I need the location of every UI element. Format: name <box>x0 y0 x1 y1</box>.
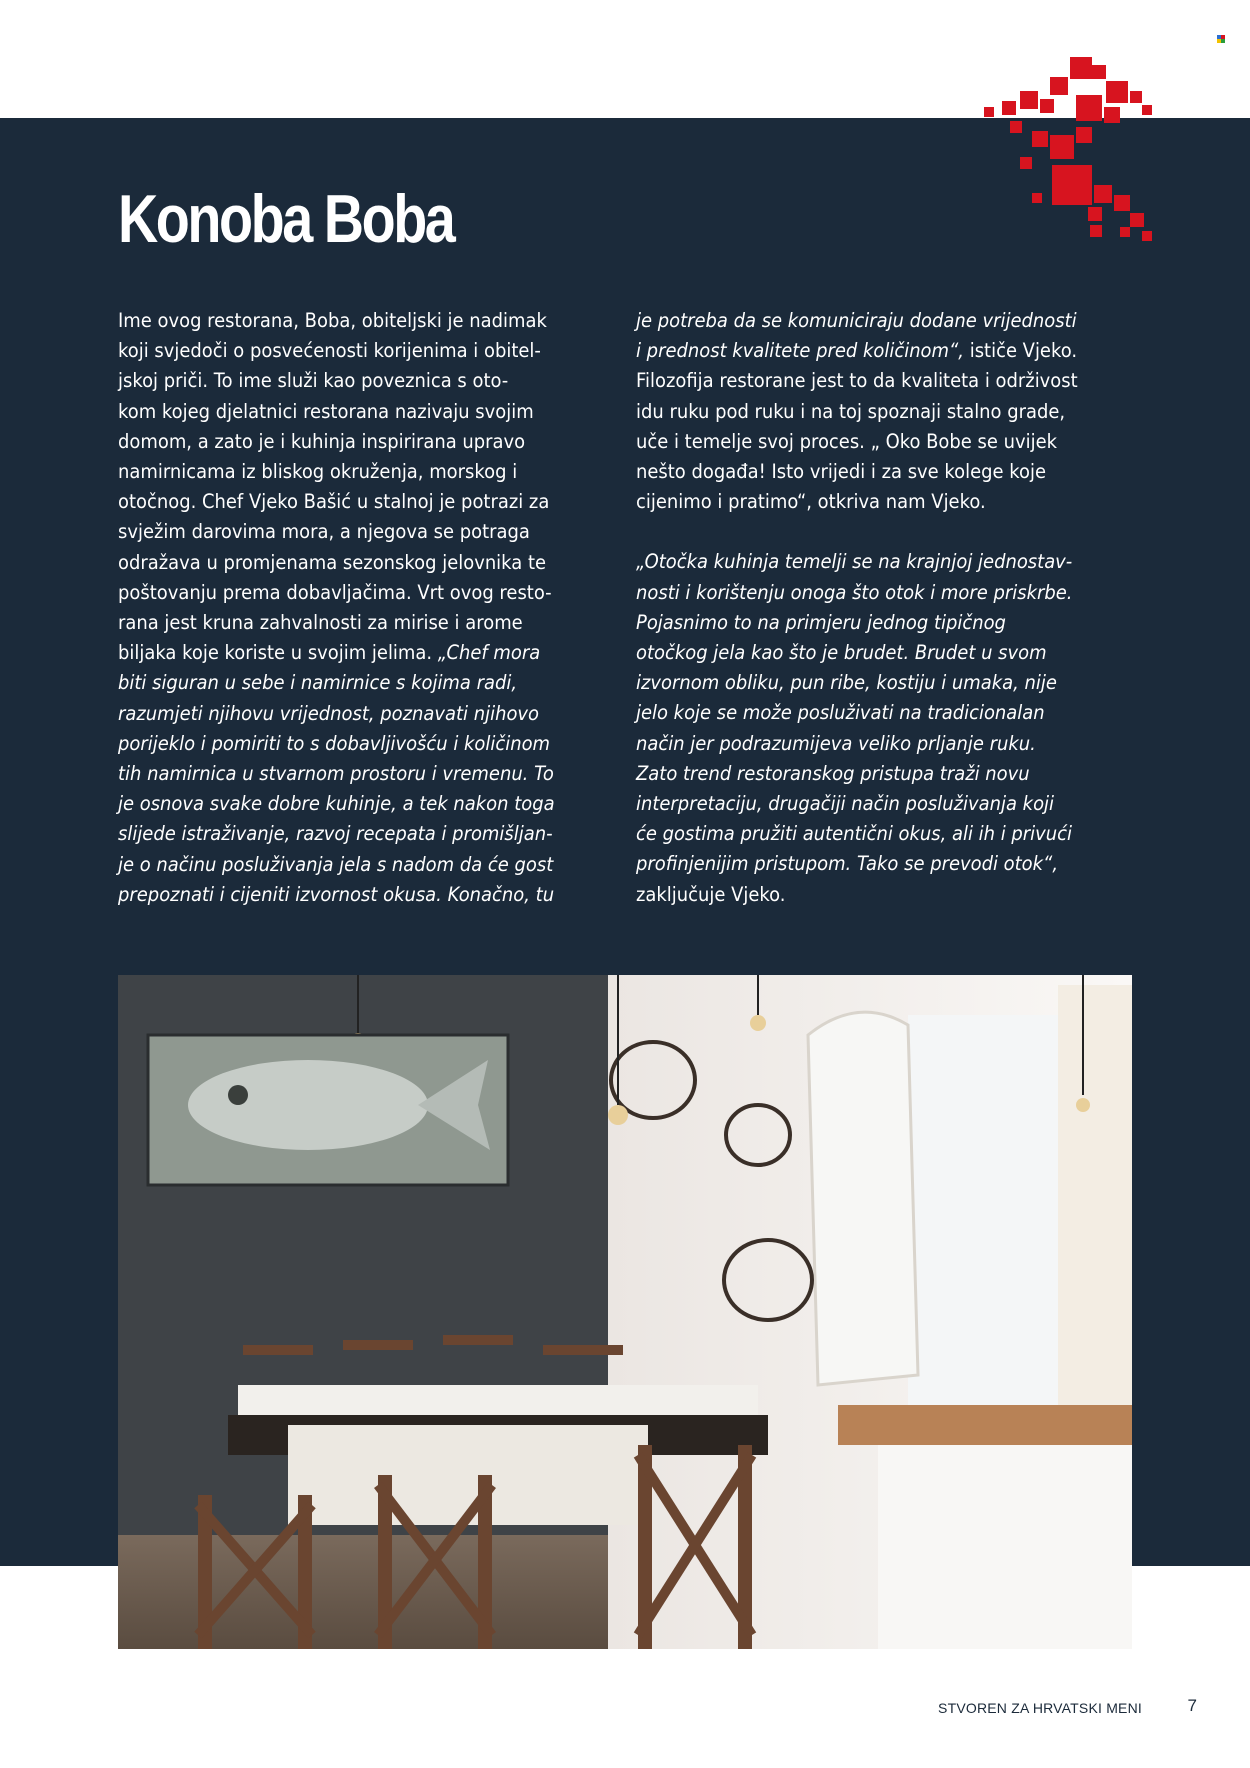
text-line: je o načinu posluživanja jela s nadom da će gost <box>118 852 554 876</box>
text-line: prepoznati i cijeniti izvornost okusa. Konačno, tu <box>118 882 555 906</box>
text-line: razumjeti njihovu vrijednost, poznavati njihovo <box>118 701 540 725</box>
text-line: poštovanju prema dobavljačima. Vrt ovog resto- <box>118 580 552 604</box>
page-number: 7 <box>1187 1696 1197 1715</box>
right-text-column <box>636 306 1136 910</box>
text-line: Filozofija restorane jest to da kvaliteta i održivost <box>636 369 1078 393</box>
text-line: Pojasnimo to na primjeru jednog tipičnog <box>636 610 1006 634</box>
text-line: rana jest kruna zahvalnosti za mirise i arome <box>118 611 523 635</box>
text-line: Zato trend restoranskog pristupa traži novu <box>636 761 1030 785</box>
text-line: otočkog jela kao što je brudet. Brudet u svom <box>636 641 1047 665</box>
left-paragraph <box>118 306 578 910</box>
text-line: idu ruku pod ruku i na toj spoznaji stalno grade, <box>636 399 1066 423</box>
text-line: će gostima pružiti autentični okus, ali ih i privući <box>636 822 1072 846</box>
text-line: svježim darovima mora, a njegova se potraga <box>118 520 530 544</box>
article-title: Konoba Boba <box>118 181 454 257</box>
text-line: namirnicama iz bliskog okruženja, morskog i <box>118 460 518 484</box>
text-line: zaključuje Vjeko. <box>636 882 786 906</box>
text-line: nešto događa! Isto vrijedi i za sve kolege koje <box>636 460 1047 484</box>
registration-mark-icon <box>1217 35 1225 43</box>
text-line: jelo koje se može posluživati na tradicionalan <box>636 701 1045 725</box>
restaurant-interior-photo <box>118 975 1132 1649</box>
text-line: jskoj priči. To ime služi kao poveznica s oto- <box>118 369 509 393</box>
right-paragraph-2 <box>636 547 1096 909</box>
text-line: je potreba da se komuniciraju dodane vrijednosti <box>636 309 1077 332</box>
left-text-column <box>118 306 618 910</box>
footer-label: STVOREN ZA HRVATSKI MENI <box>938 1700 1142 1716</box>
text-line: slijede istraživanje, razvoj recepata i promišljan- <box>118 822 553 846</box>
text-line: domom, a zato je i kuhinja inspirirana upravo <box>118 429 526 453</box>
text-line: cijenimo i pratimo“, otkriva nam Vjeko. <box>636 490 986 514</box>
text-line: način jer podrazumijeva veliko prljanje ruku. <box>636 731 1036 755</box>
red-pixel-decoration <box>980 55 1170 255</box>
text-line: je osnova svake dobre kuhinje, a tek nakon toga <box>118 792 555 816</box>
text-line: interpretaciju, drugačiji način posluživanja koji <box>636 792 1055 816</box>
text-line: tih namirnica u stvarnom prostoru i vremenu. To <box>118 762 554 786</box>
text-line: odražava u promjenama sezonskog jelovnika te <box>118 550 547 574</box>
text-line: profinjenijim pristupom. Tako se prevodi otok“, <box>636 852 1059 876</box>
right-paragraph-1 <box>636 306 1096 517</box>
text-line: i prednost kvalitete pred količinom“, ističe Vjeko. <box>636 339 1078 363</box>
text-line: biti siguran u sebe i namirnice s kojima radi, <box>118 671 518 695</box>
text-line: kom kojeg djelatnici restorana nazivaju svojim <box>118 399 534 423</box>
text-line: Ime ovog restorana, Boba, obiteljski je nadimak <box>118 309 547 332</box>
text-line: uče i temelje svoj proces. „ Oko Bobe se uvijek <box>636 429 1058 453</box>
text-line: porijeklo i pomiriti to s dobavljivošću i količinom <box>118 731 551 755</box>
text-line: „Otočka kuhinja temelji se na krajnjoj jednostav- <box>636 550 1073 574</box>
text-line: nosti i korištenju onoga što otok i more priskrbe. <box>636 580 1073 604</box>
text-line: biljaka koje koriste u svojim jelima. „Chef mora <box>118 641 541 665</box>
text-line: izvornom obliku, pun ribe, kostiju i umaka, nije <box>636 671 1057 695</box>
text-line: otočnog. Chef Vjeko Bašić u stalnoj je potrazi za <box>118 490 550 514</box>
text-line: koji svjedoči o posvećenosti korijenima i obitel- <box>118 339 541 363</box>
